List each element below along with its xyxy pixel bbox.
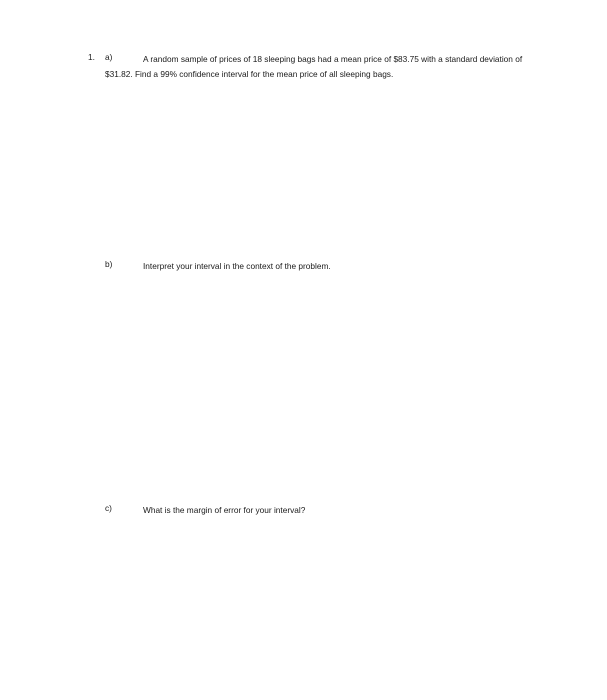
part-b-label: b): [105, 259, 113, 269]
part-c-text: What is the margin of error for your interval?: [143, 505, 306, 515]
part-b-text: Interpret your interval in the context of the problem.: [143, 261, 331, 271]
part-c-label: c): [105, 503, 112, 513]
part-a-text: A random sample of prices of 18 sleeping bags had a mean price of $83.75 with a standard deviation of $31.82. Find a 99% confidence interval for the mean price of all sleeping bags.: [105, 54, 523, 79]
question-number: 1.: [88, 52, 95, 62]
part-a-label: a): [105, 52, 113, 62]
